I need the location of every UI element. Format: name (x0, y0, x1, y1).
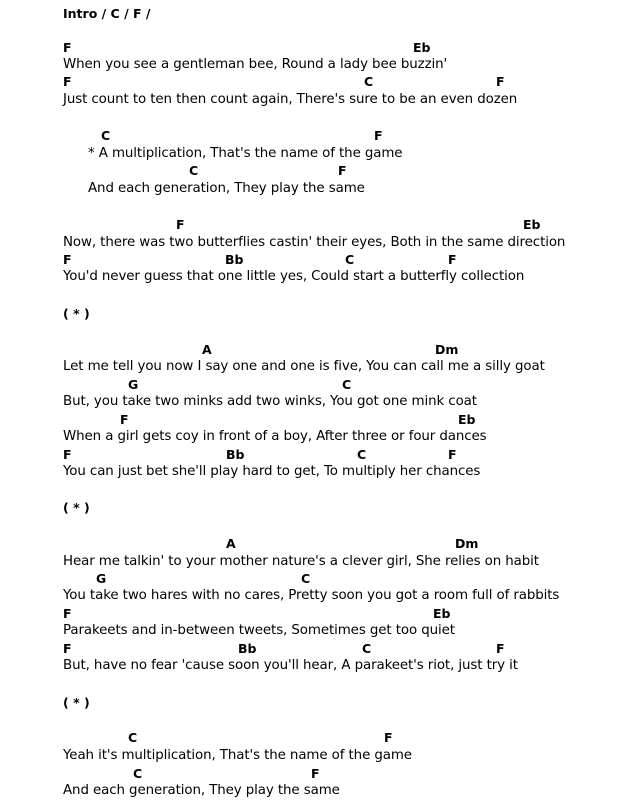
chord: A (226, 536, 236, 551)
chord: F (63, 606, 72, 621)
chord: F (63, 641, 72, 656)
lyric-line: Parakeets and in-between tweets, Sometimes get too quiet (63, 623, 455, 638)
chord-line (0, 411, 620, 428)
lyric-line: And each generation, They play the same (63, 783, 340, 798)
chord-line (0, 605, 620, 622)
chord-line (0, 376, 620, 393)
chord: F (384, 730, 393, 745)
chord: Bb (225, 252, 244, 267)
chord: Eb (413, 40, 431, 55)
lyric-line: But, have no fear 'cause soon you'll hear, A parakeet's riot, just try it (63, 658, 518, 673)
chord-line (0, 39, 620, 56)
chord-line (0, 535, 620, 552)
chord-line (0, 341, 620, 358)
chord: F (496, 74, 505, 89)
chord: Bb (226, 447, 245, 462)
lyric-line: You take two hares with no cares, Pretty soon you got a room full of rabbits (63, 588, 560, 603)
chord: F (63, 74, 72, 89)
lyric-line: But, you take two minks add two winks, You got one mink coat (63, 394, 477, 409)
chord: C (189, 163, 199, 178)
chord: F (311, 766, 320, 781)
chord: F (120, 412, 129, 427)
chord-line (0, 162, 620, 179)
chord-line (0, 446, 620, 463)
chord-line (0, 73, 620, 90)
chord-line (0, 640, 620, 657)
chord: C (133, 766, 143, 781)
chord: C (362, 641, 372, 656)
chord-line (0, 570, 620, 587)
chord: C (301, 571, 311, 586)
chord-line (0, 251, 620, 268)
chord: C (357, 447, 367, 462)
chord-line (0, 216, 620, 233)
chord: C (345, 252, 355, 267)
chord: F (448, 447, 457, 462)
chorus-repeat-marker: ( * ) (63, 306, 90, 321)
lyric-line: When a girl gets coy in front of a boy, After three or four dances (63, 429, 487, 444)
intro-line: Intro / C / F / (63, 6, 151, 21)
lyric-line: You'd never guess that one little yes, Could start a butterfly collection (63, 269, 525, 284)
chord: Eb (433, 606, 451, 621)
chord: F (63, 447, 72, 462)
chord: Eb (458, 412, 476, 427)
chord: F (63, 252, 72, 267)
chord-line (0, 729, 620, 746)
lyric-line: Just count to ten then count again, There's sure to be an even dozen (63, 92, 518, 107)
lyric-line: Hear me talkin' to your mother nature's a clever girl, She relies on habit (63, 554, 539, 569)
chord-line (0, 127, 620, 144)
lyric-line: * A multiplication, That's the name of the game (88, 146, 403, 161)
chord: C (342, 377, 352, 392)
chord: F (374, 128, 383, 143)
chorus-repeat-marker: ( * ) (63, 695, 90, 710)
lyric-line: Now, there was two butterflies castin' their eyes, Both in the same direction (63, 235, 566, 250)
chord: F (63, 40, 72, 55)
chord: Bb (238, 641, 257, 656)
chord: Dm (455, 536, 479, 551)
lyric-line: You can just bet she'll play hard to get, To multiply her chances (63, 464, 481, 479)
chord: G (128, 377, 139, 392)
chord: F (448, 252, 457, 267)
lyric-line: Yeah it's multiplication, That's the name of the game (63, 748, 412, 763)
chord: F (496, 641, 505, 656)
chord: A (202, 342, 212, 357)
lyric-line: When you see a gentleman bee, Round a lady bee buzzin' (63, 57, 448, 72)
chord: C (364, 74, 374, 89)
chord: C (101, 128, 111, 143)
chord: G (96, 571, 107, 586)
lyric-line: And each generation, They play the same (88, 181, 365, 196)
chorus-repeat-marker: ( * ) (63, 500, 90, 515)
chord: Eb (523, 217, 541, 232)
chord: Dm (435, 342, 459, 357)
lyric-line: Let me tell you now I say one and one is five, You can call me a silly goat (63, 359, 545, 374)
chord: F (338, 163, 347, 178)
chord: C (128, 730, 138, 745)
chord-line (0, 765, 620, 782)
chord: F (176, 217, 185, 232)
